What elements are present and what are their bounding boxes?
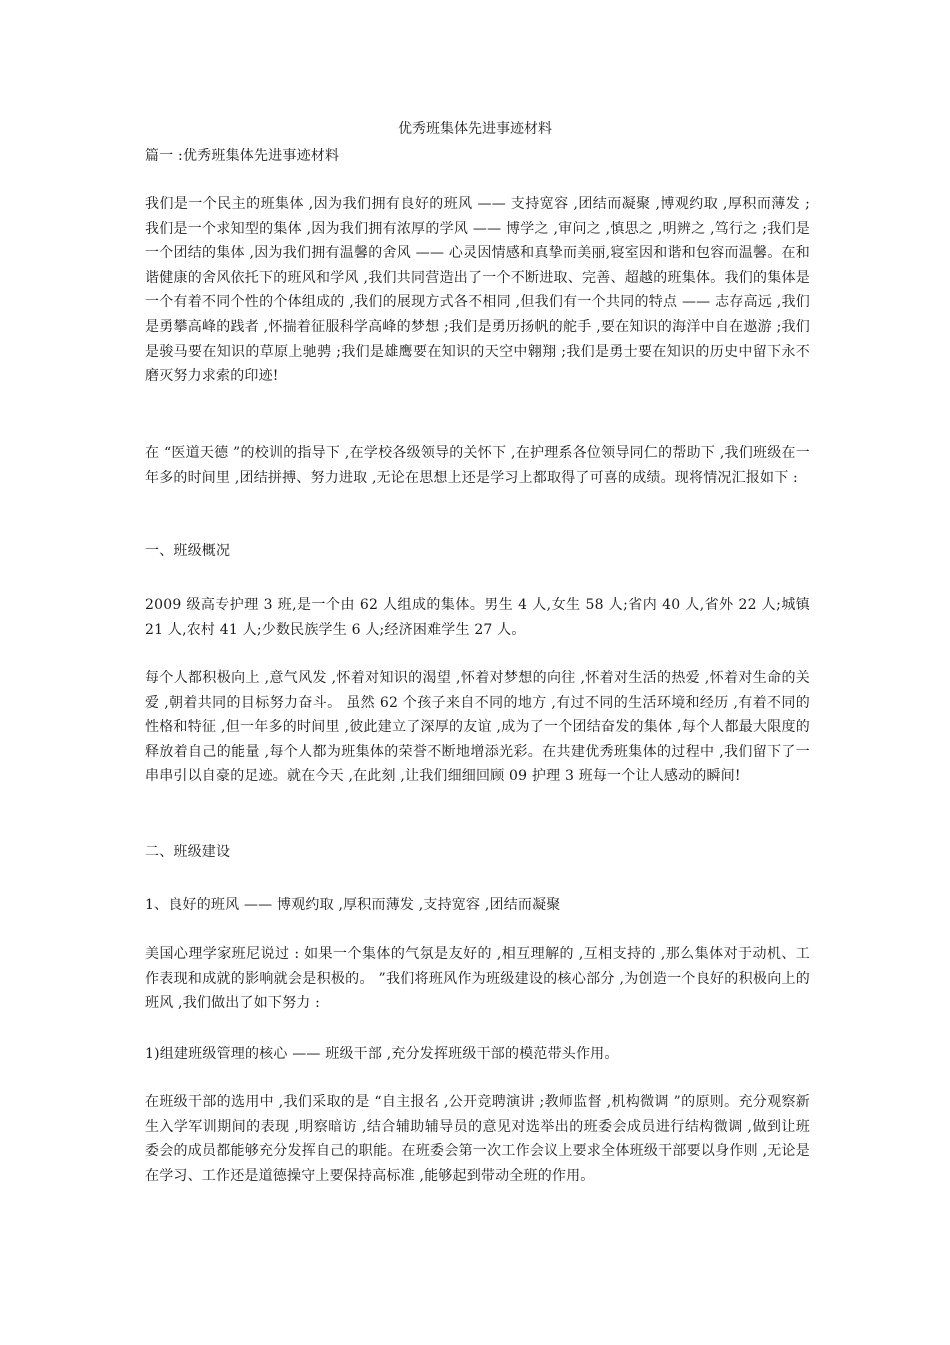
paragraph-class-spirit: 每个人都积极向上 ,意气风发 ,怀着对知识的渴望 ,怀着对梦想的向往 ,怀着对生活的热爱 ,怀着对生命的关爱 ,朝着共同的目标努力奋斗。 虽然 62 个孩子来自不同的地方 ,有过不同的生活环境和经历 ,有着不同的性格和特征 ,但一年多的时间里 ,彼此建立了深厚的友谊 ,成为了一个团结奋发的集体 ,每个人都最大限度的释放着自己的能量 ,每个人都为班集体的荣誉不断地增添光彩。在共建优秀班集体的过程中 ,我们留下了一串串引以自豪的足迹。就在今天 ,在此刻 ,让我们细细回顾 09 护理 3 班每一个让人感动的瞬间! [145, 670, 810, 785]
section-heading-overview: 一、班级概况 [145, 543, 231, 559]
subsection-heading-class-cadres: 1)组建班级管理的核心 —— 班级干部 ,充分发挥班级干部的模范带头作用。 [145, 1046, 619, 1062]
subsection-heading-class-style: 1、良好的班风 —— 博观约取 ,厚积而薄发 ,支持宽容 ,团结而凝聚 [145, 897, 561, 913]
document-title: 优秀班集体先进事迹材料 [398, 121, 552, 137]
paragraph-class-stats: 2009 级高专护理 3 班,是一个由 62 人组成的集体。男生 4 人,女生 58 人;省内 40 人,省外 22 人;城镇 21 人,农村 41 人;少数民族学生 6 人;经济困难学生 27 人。 [145, 597, 810, 638]
paragraph-psychology-quote: 美国心理学家班尼说过 : 如果一个集体的气氛是友好的 ,相互理解的 ,互相支持的 ,那么集体对于动机、工作表现和成就的影响就会是积极的。 ”我们将班风作为班级建设的核心部分 ,为创造一个良好的积极向上的班风 ,我们做出了如下努力 : [145, 946, 810, 1012]
paragraph-cadre-selection: 在班级干部的选用中 ,我们采取的是 “自主报名 ,公开竞聘演讲 ;教师监督 ,机构微调 ”的原则。充分观察新生入学军训期间的表现 ,明察暗访 ,结合辅助辅导员的意见对选举出的班委会成员进行结构微调 ,做到让班委会的成员都能够充分发挥自己的职能。在班委会第一次工作会议上要求全体班级干部要以身作则 ,无论是在学习、工作还是道德操守上要保持高标准 ,能够起到带动全班的作用。 [145, 1094, 810, 1184]
document-subtitle: 篇一 :优秀班集体先进事迹材料 [145, 148, 340, 164]
paragraph-motto: 在 “医道天德 ”的校训的指导下 ,在学校各级领导的关怀下 ,在护理系各位领导同仁的帮助下 ,我们班级在一年多的时间里 ,团结拼搏、努力进取 ,无论在思想上还是学习上都取得了可喜的成绩。现将情况汇报如下 : [145, 445, 810, 486]
paragraph-intro: 我们是一个民主的班集体 ,因为我们拥有良好的班风 —— 支持宽容 ,团结而凝聚 ,博观约取 ,厚积而薄发 ;我们是一个求知型的集体 ,因为我们拥有浓厚的学风 —— 博学之 ,审问之 ,慎思之 ,明辨之 ,笃行之 ;我们是一个团结的集体 ,因为我们拥有温馨的舍风 —— 心灵因情感和真挚而美丽,寝室因和谐和包容而温馨。在和谐健康的舍风依托下的班风和学风 ,我们共同营造出了一个不断进取、完善、超越的班集体。我们的集体是一个有着不同个性的个体组成的 ,我们的展现方式各不相同 ,但我们有一个共同的特点 —— 志存高远 ,我们是勇攀高峰的践者 ,怀揣着征服科学高峰的梦想 ;我们是勇历扬帆的舵手 ,要在知识的海洋中自在遨游 ;我们是骏马要在知识的草原上驰骋 ;我们是雄鹰要在知识的天空中翱翔 ;我们是勇士要在知识的历史中留下永不磨灭努力求索的印迹! [145, 196, 810, 385]
section-heading-construction: 二、班级建设 [145, 844, 231, 860]
